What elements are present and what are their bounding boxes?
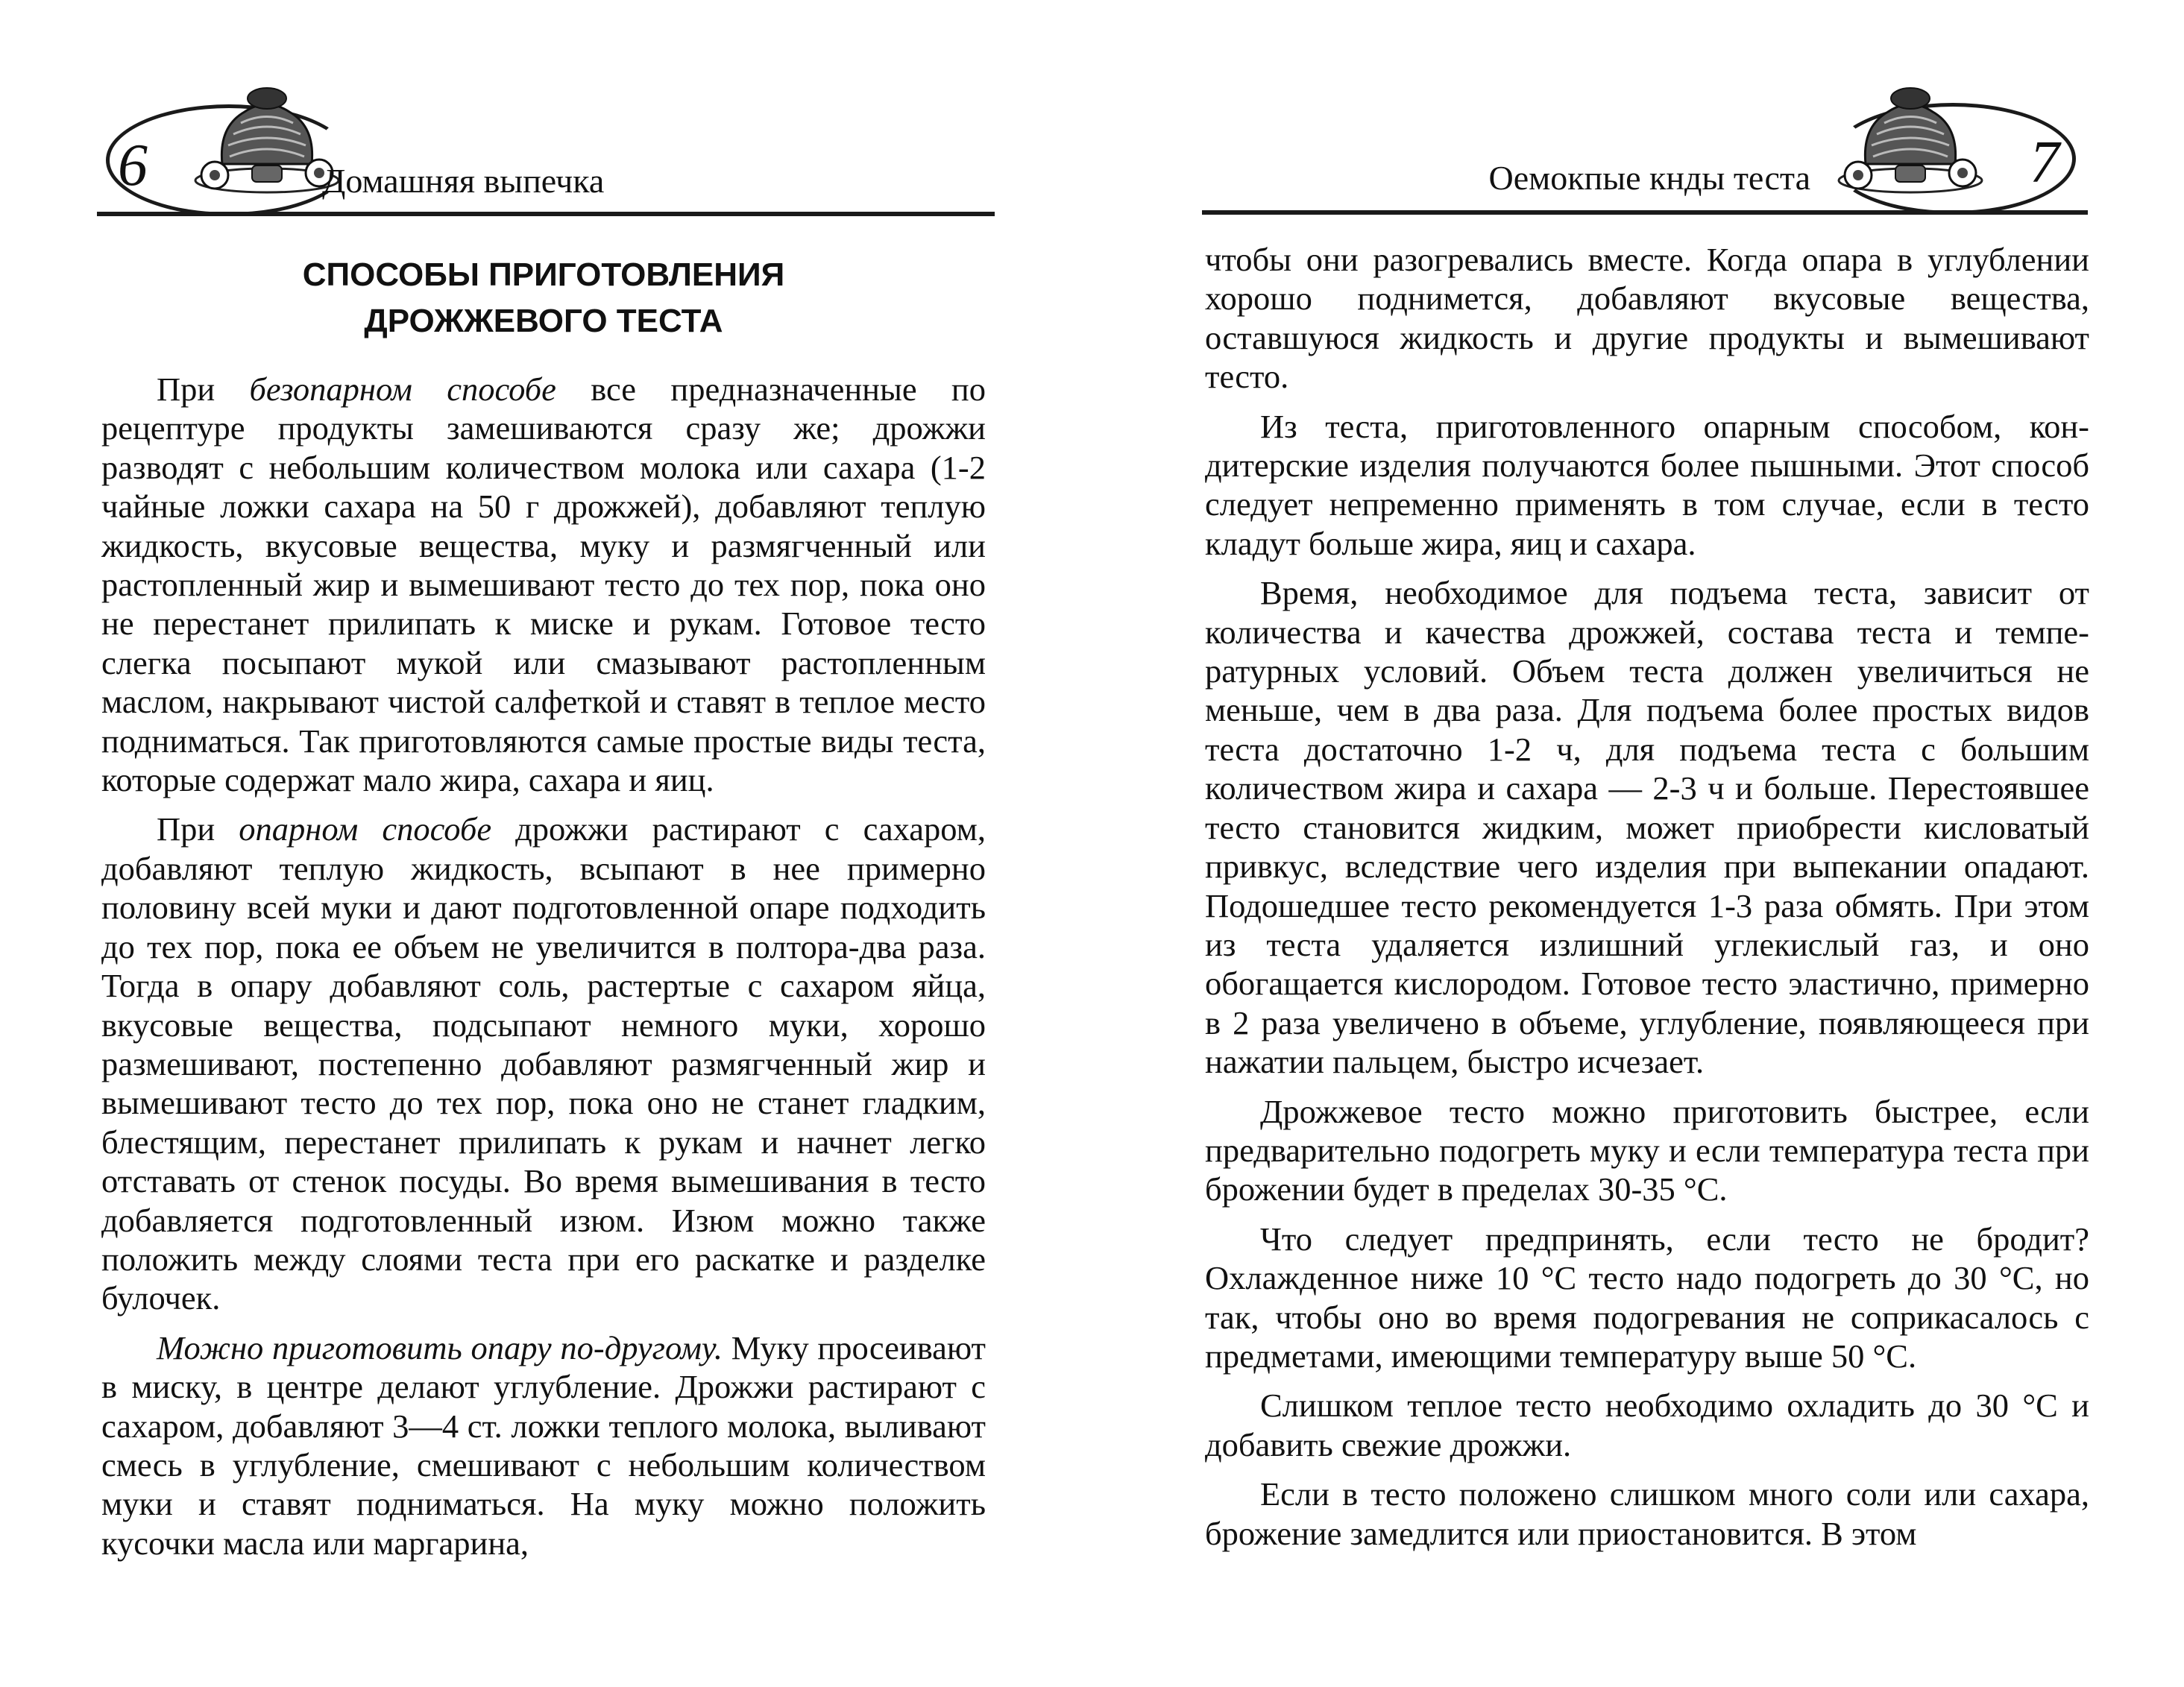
cake-illustration-icon bbox=[192, 82, 342, 194]
paragraph: Что следует предпринять, если тесто не бродит? Охлажденное ниже 10 °С тесто надо подогреть до 30 °С, но так, чтобы оно во время подогревания не соприкасалось с предметами, имеющими температуру выше 50 °С. bbox=[1205, 1220, 2089, 1375]
right-running-header bbox=[1202, 82, 2082, 231]
paragraph: Время, необходимое для подъема теста, зависит от количества и качества дрожжей, состава теста и температурных условий. Объем теста должен увеличиться не меньше, чем в два раза. Для подъема более простых видов теста достаточно 1-2 ч, для подъема теста с большим количеством жира и сахара — 2-3 ч и больше. Перестоявшее тесто становится жидким, может приобрести кисловатый привкус, вследствие чего изделия при выпекании опадают. Подошедшее тесто рекомендуется 1-3 раза обмять. При этом из теста удаляется излишний углекислый газ, и оно обогащается кислородом. Готовое тесто эластично, примерно в 2 раза увеличено в объеме, углубление, появляющееся при нажатии пальцем, быстро исчезает. bbox=[1205, 574, 2089, 1081]
paragraph: Если в тесто положено слишком много соли или сахара, брожение замедлится или приостановится. В этом bbox=[1205, 1475, 2089, 1552]
paragraph: Из теста, приготовленного опарным способом, кондитерские изделия получаются более пышными. Этот способ следует непременно применять в том случае, если в тесто кладут больше жира, яиц и сахара. bbox=[1205, 407, 2089, 562]
paragraph: Можно приготовить опару по-другому. Муку просеивают в миску, в центре делают углубление. Дрожжи растирают с сахаром, добавляют 3—4 ст. ложки теплого молока, выливают смесь в углубление, смешивают с небольшим количеством муки и ставят подниматься. На муку можно положить кусочки масла или маргарина, bbox=[101, 1328, 986, 1562]
right-page-body bbox=[1205, 240, 2089, 1563]
chapter-title bbox=[101, 252, 986, 344]
chapter-title-line-1: СПОСОБЫ ПРИГОТОВЛЕНИЯ bbox=[302, 256, 785, 293]
paragraph: При опарном способе дрожжи растирают с сахаром, добавляют теплую жидкость, всыпают в нее примерно половину всей муки и дают подготовленной опаре подходить до тех пор, пока ее объем не увеличится в полтора-два раза. Тогда в опару добавляют соль, растертые с сахаром яйца, вкусовые вещества, подсыпают немного муки, хорошо размешивают, постепенно добавляют размягченный жир и вымешивают тесто до тех пор, пока оно не станет гладким, блестящим, перестанет прилипать к рукам и начнет легко отставать от стенок посуды. Во время вымешивания в тесто добавляется подготовленный изюм. Изюм можно также положить между слоями теста при его раскатке и разделке булочек. bbox=[101, 810, 986, 1317]
paragraph: чтобы они разогревались вместе. Когда опара в углублении хорошо поднимется, добавляют вкусовые вещества, оставшуюся жидкость и другие продукты и вымешивают тесто. bbox=[1205, 241, 2089, 396]
emphasis: опарном способе bbox=[239, 810, 492, 848]
paragraph: Дрожжевое тесто можно приготовить быстрее, если предварительно подогреть муку и если температура теста при брожении будет в пределах 30-35 °С. bbox=[1205, 1092, 2089, 1208]
running-title: Оемокпые кнды теста bbox=[1488, 159, 1810, 197]
header-rule bbox=[97, 212, 995, 216]
emphasis: безопарном способе bbox=[249, 370, 556, 408]
cake-illustration-icon bbox=[1836, 82, 1985, 194]
chapter-title-line-2: ДРОЖЖЕВОГО ТЕСТА bbox=[364, 303, 723, 339]
emphasis: Можно приготовить опару по-другому. bbox=[157, 1328, 723, 1366]
paragraph: При безопарном способе все предназначенные по рецептуре продукты замешиваются сразу же; дрожжи разводят с небольшим количеством молока или сахара (1-2 чайные ложки сахара на 50 г дрожжей), добавляют теплую жидкость, вкусовые вещества, муку и размягченный или растопленный жир и вымешивают тесто до тех пор, пока оно не перестанет прилипать к миске и рукам. Готовое тесто слегка посыпают мукой или смазывают растопленным маслом, накрывают чистой салфеткой и ставят в теплое место подниматься. Так приготовляются самые простые виды теста, которые содержат мало жира, сахара и яиц. bbox=[101, 370, 986, 799]
paragraph: Слишком теплое тесто необходимо охладить до 30 °С и добавить свежие дрожжи. bbox=[1205, 1387, 2089, 1463]
header-rule bbox=[1202, 210, 2088, 215]
running-title: Домашняя выпечка bbox=[322, 162, 605, 200]
left-page-body bbox=[101, 246, 986, 1573]
page-number: 7 bbox=[2030, 130, 2059, 195]
left-running-header bbox=[97, 82, 992, 231]
page-number: 6 bbox=[118, 133, 148, 198]
right-page bbox=[1092, 0, 2184, 1687]
